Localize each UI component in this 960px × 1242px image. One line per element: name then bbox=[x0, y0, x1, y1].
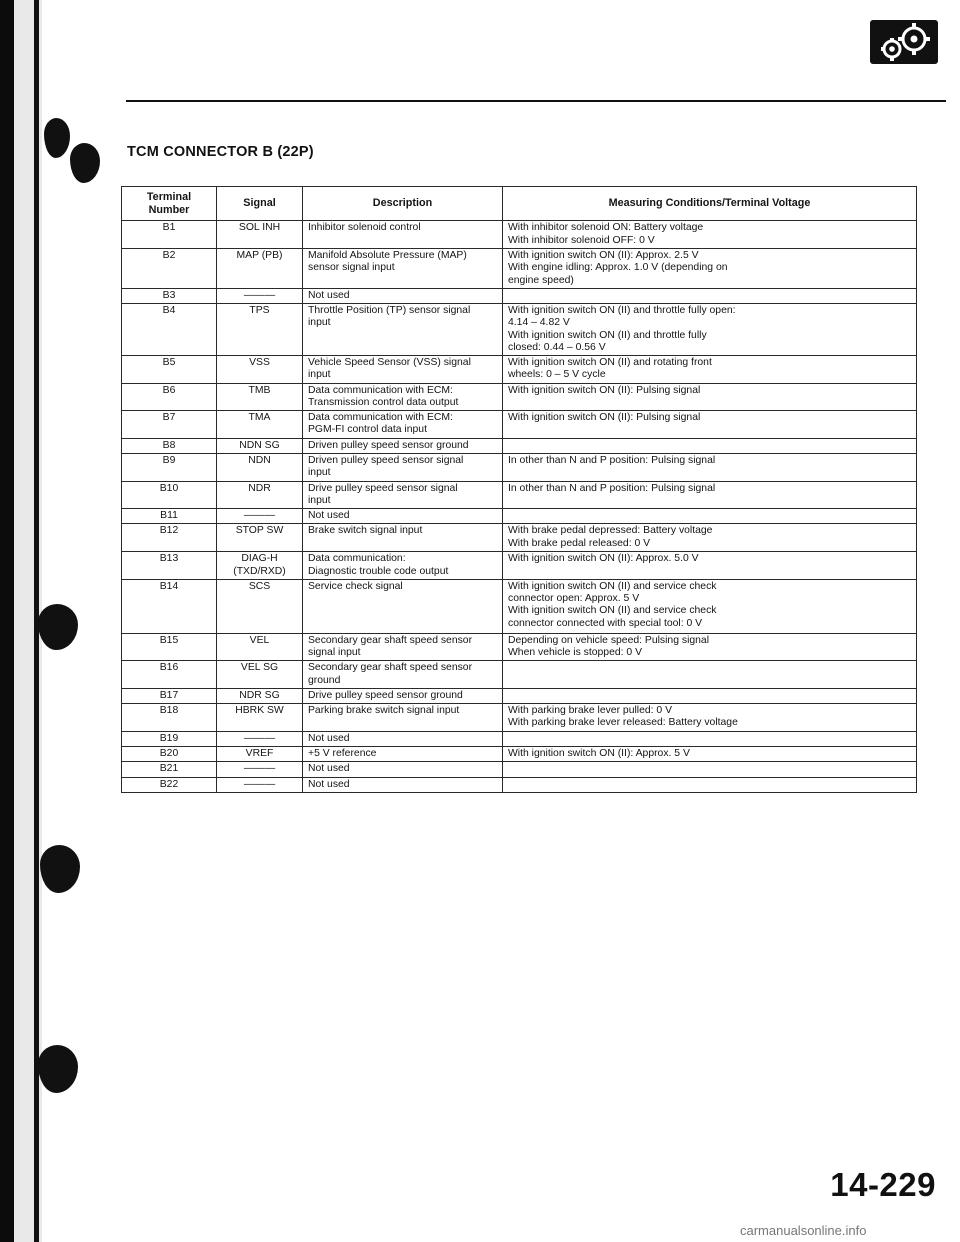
table-row bbox=[122, 383, 917, 411]
cell-measuring-condition: With parking brake lever pulled: 0 V With parking brake lever released: Battery voltage bbox=[503, 704, 917, 732]
cell-terminal-number: B15 bbox=[122, 633, 217, 661]
cell-description: Drive pulley speed sensor signal input bbox=[303, 481, 503, 509]
cell-terminal-number: B9 bbox=[122, 453, 217, 481]
cell-measuring-condition: In other than N and P position: Pulsing signal bbox=[503, 453, 917, 481]
cell-terminal-number: B1 bbox=[122, 221, 217, 249]
table-row bbox=[122, 731, 917, 746]
cell-terminal-number: B5 bbox=[122, 356, 217, 384]
table-row bbox=[122, 633, 917, 661]
table-row bbox=[122, 661, 917, 689]
cell-measuring-condition: With ignition switch ON (II): Approx. 5.0 V bbox=[503, 552, 917, 580]
cell-signal: ——— bbox=[217, 777, 303, 792]
cell-description: Not used bbox=[303, 731, 503, 746]
cell-description: Secondary gear shaft speed sensor signal input bbox=[303, 633, 503, 661]
cell-measuring-condition bbox=[503, 288, 917, 303]
cell-signal: NDN bbox=[217, 453, 303, 481]
cell-signal: VSS bbox=[217, 356, 303, 384]
cell-description: Inhibitor solenoid control bbox=[303, 221, 503, 249]
cell-description: Secondary gear shaft speed sensor ground bbox=[303, 661, 503, 689]
cell-description: Data communication: Diagnostic trouble code output bbox=[303, 552, 503, 580]
cell-measuring-condition: With ignition switch ON (II): Pulsing signal bbox=[503, 411, 917, 439]
cell-signal: NDN SG bbox=[217, 438, 303, 453]
cell-signal: TMB bbox=[217, 383, 303, 411]
cell-measuring-condition: With ignition switch ON (II) and rotating front wheels: 0 – 5 V cycle bbox=[503, 356, 917, 384]
cell-terminal-number: B21 bbox=[122, 762, 217, 777]
cell-description: Driven pulley speed sensor ground bbox=[303, 438, 503, 453]
cell-description: Vehicle Speed Sensor (VSS) signal input bbox=[303, 356, 503, 384]
cell-description: Brake switch signal input bbox=[303, 524, 503, 552]
cell-description: Not used bbox=[303, 509, 503, 524]
watermark: carmanualsonline.info bbox=[740, 1223, 867, 1238]
cell-signal: VREF bbox=[217, 746, 303, 761]
cell-signal: ——— bbox=[217, 509, 303, 524]
cell-signal: TPS bbox=[217, 304, 303, 356]
cell-description: Not used bbox=[303, 762, 503, 777]
binding-mark bbox=[44, 118, 70, 158]
header-measuring-conditions: Measuring Conditions/Terminal Voltage bbox=[503, 187, 917, 221]
table-row bbox=[122, 746, 917, 761]
table-header-row bbox=[122, 187, 917, 221]
cell-description: Not used bbox=[303, 288, 503, 303]
cell-description: Not used bbox=[303, 777, 503, 792]
table-row bbox=[122, 304, 917, 356]
cell-signal: DIAG-H (TXD/RXD) bbox=[217, 552, 303, 580]
binding-mark bbox=[70, 143, 100, 183]
cell-terminal-number: B16 bbox=[122, 661, 217, 689]
table-row bbox=[122, 288, 917, 303]
cell-terminal-number: B22 bbox=[122, 777, 217, 792]
cell-signal: STOP SW bbox=[217, 524, 303, 552]
cell-measuring-condition: With ignition switch ON (II) and throttle fully open: 4.14 – 4.82 V With ignition switch ON (II) and throttle fully closed: 0.44 – 0.56 V bbox=[503, 304, 917, 356]
table-row bbox=[122, 704, 917, 732]
cell-terminal-number: B19 bbox=[122, 731, 217, 746]
cell-signal: ——— bbox=[217, 762, 303, 777]
cell-description: Manifold Absolute Pressure (MAP) sensor signal input bbox=[303, 249, 503, 289]
table-row bbox=[122, 509, 917, 524]
cell-terminal-number: B7 bbox=[122, 411, 217, 439]
header-rule bbox=[126, 100, 946, 102]
table-row bbox=[122, 481, 917, 509]
binding-edge bbox=[0, 0, 14, 1242]
cell-measuring-condition: With inhibitor solenoid ON: Battery voltage With inhibitor solenoid OFF: 0 V bbox=[503, 221, 917, 249]
table-row bbox=[122, 524, 917, 552]
cell-terminal-number: B10 bbox=[122, 481, 217, 509]
cell-terminal-number: B4 bbox=[122, 304, 217, 356]
cell-signal: ——— bbox=[217, 288, 303, 303]
cell-description: Driven pulley speed sensor signal input bbox=[303, 453, 503, 481]
cell-measuring-condition: With ignition switch ON (II): Pulsing signal bbox=[503, 383, 917, 411]
cell-terminal-number: B3 bbox=[122, 288, 217, 303]
cell-measuring-condition: With ignition switch ON (II) and service check connector open: Approx. 5 V With ignition switch ON (II) and service check connector connected with special tool: 0 V bbox=[503, 579, 917, 633]
binding-mark bbox=[38, 1045, 78, 1093]
table-row bbox=[122, 221, 917, 249]
table-row bbox=[122, 453, 917, 481]
cell-signal: VEL bbox=[217, 633, 303, 661]
cell-description: Data communication with ECM: Transmission control data output bbox=[303, 383, 503, 411]
cell-terminal-number: B12 bbox=[122, 524, 217, 552]
cell-description: Data communication with ECM: PGM-FI control data input bbox=[303, 411, 503, 439]
table-row bbox=[122, 356, 917, 384]
cell-terminal-number: B8 bbox=[122, 438, 217, 453]
table-row bbox=[122, 579, 917, 633]
cell-measuring-condition bbox=[503, 688, 917, 703]
cell-terminal-number: B6 bbox=[122, 383, 217, 411]
cell-signal: NDR SG bbox=[217, 688, 303, 703]
table-row bbox=[122, 777, 917, 792]
binding-mark bbox=[40, 845, 80, 893]
cell-measuring-condition bbox=[503, 509, 917, 524]
cell-signal: SOL INH bbox=[217, 221, 303, 249]
cell-terminal-number: B2 bbox=[122, 249, 217, 289]
table-row bbox=[122, 411, 917, 439]
cell-description: Service check signal bbox=[303, 579, 503, 633]
cell-terminal-number: B13 bbox=[122, 552, 217, 580]
table-row bbox=[122, 249, 917, 289]
cell-measuring-condition bbox=[503, 731, 917, 746]
cell-terminal-number: B11 bbox=[122, 509, 217, 524]
cell-measuring-condition bbox=[503, 777, 917, 792]
table-row bbox=[122, 552, 917, 580]
cell-signal: SCS bbox=[217, 579, 303, 633]
cell-signal: MAP (PB) bbox=[217, 249, 303, 289]
header-description: Description bbox=[303, 187, 503, 221]
section-title: TCM CONNECTOR B (22P) bbox=[127, 144, 314, 160]
cell-measuring-condition bbox=[503, 438, 917, 453]
cell-measuring-condition: With ignition switch ON (II): Approx. 2.5 V With engine idling: Approx. 1.0 V (depending on engine speed) bbox=[503, 249, 917, 289]
page-number: 14-229 bbox=[830, 1166, 936, 1203]
cell-measuring-condition bbox=[503, 762, 917, 777]
cell-description: Drive pulley speed sensor ground bbox=[303, 688, 503, 703]
binding-mark bbox=[38, 604, 78, 650]
cell-signal: HBRK SW bbox=[217, 704, 303, 732]
cell-measuring-condition bbox=[503, 661, 917, 689]
cell-signal: NDR bbox=[217, 481, 303, 509]
cell-signal: ——— bbox=[217, 731, 303, 746]
cell-description: +5 V reference bbox=[303, 746, 503, 761]
header-signal: Signal bbox=[217, 187, 303, 221]
gears-icon bbox=[870, 20, 938, 64]
table-row bbox=[122, 762, 917, 777]
cell-terminal-number: B20 bbox=[122, 746, 217, 761]
cell-measuring-condition: In other than N and P position: Pulsing signal bbox=[503, 481, 917, 509]
cell-terminal-number: B17 bbox=[122, 688, 217, 703]
cell-measuring-condition: With ignition switch ON (II): Approx. 5 V bbox=[503, 746, 917, 761]
cell-measuring-condition: Depending on vehicle speed: Pulsing signal When vehicle is stopped: 0 V bbox=[503, 633, 917, 661]
header-terminal-number: Terminal Number bbox=[122, 187, 217, 221]
cell-terminal-number: B14 bbox=[122, 579, 217, 633]
cell-description: Throttle Position (TP) sensor signal input bbox=[303, 304, 503, 356]
cell-measuring-condition: With brake pedal depressed: Battery voltage With brake pedal released: 0 V bbox=[503, 524, 917, 552]
connector-table bbox=[121, 186, 917, 793]
cell-terminal-number: B18 bbox=[122, 704, 217, 732]
table-row bbox=[122, 688, 917, 703]
cell-description: Parking brake switch signal input bbox=[303, 704, 503, 732]
cell-signal: VEL SG bbox=[217, 661, 303, 689]
table-row bbox=[122, 438, 917, 453]
cell-signal: TMA bbox=[217, 411, 303, 439]
